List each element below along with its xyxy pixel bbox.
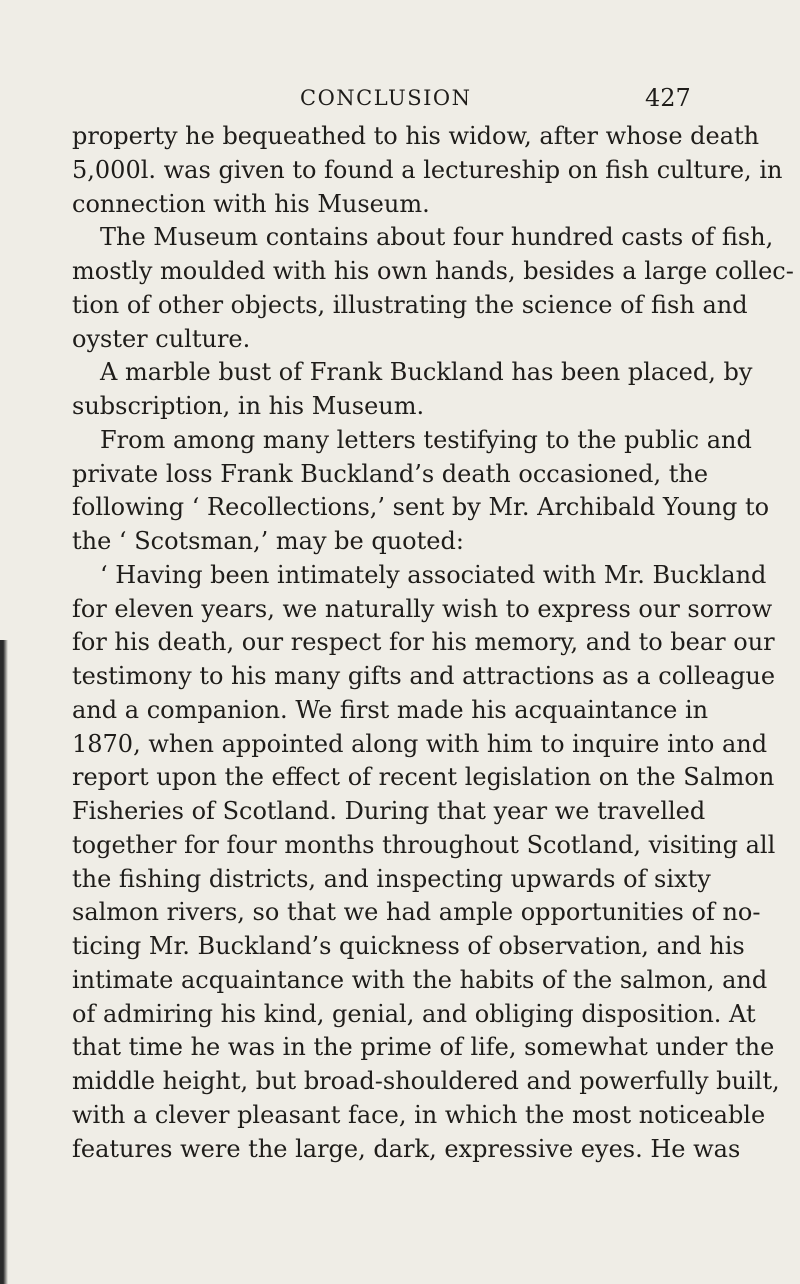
text-line: for eleven years, we naturally wish to express our sorrow (72, 594, 773, 623)
text-line: oyster culture. (72, 324, 251, 353)
text-line: and a companion. We first made his acquaintance in (72, 695, 709, 724)
text-line: features were the large, dark, expressive eyes. He was (72, 1134, 741, 1163)
page-number: 427 (645, 84, 691, 112)
text-line: together for four months throughout Scotland, visiting all (72, 830, 776, 859)
text-line: connection with his Museum. (72, 189, 430, 218)
text-line: the fishing districts, and inspecting upwards of sixty (72, 864, 711, 893)
text-line: of admiring his kind, genial, and obliging disposition. At (72, 999, 756, 1028)
body-text (72, 120, 800, 1166)
text-line: 1870, when appointed along with him to inquire into and (72, 729, 768, 758)
text-line: middle height, but broad-shouldered and powerfully built, (72, 1067, 780, 1095)
text-line: private loss Frank Buckland’s death occasioned, the (72, 459, 709, 488)
text-line: ‘ Having been intimately associated with Mr. Buckland (100, 560, 767, 589)
text-line: From among many letters testifying to the public and (100, 425, 752, 454)
text-line: intimate acquaintance with the habits of the salmon, and (72, 965, 768, 994)
text-line: A marble bust of Frank Buckland has been placed, by (100, 358, 753, 387)
text-line: 5,000l. was given to found a lectureship on fish culture, in (72, 155, 783, 184)
text-line: salmon rivers, so that we had ample opportunities of no- (72, 898, 761, 927)
text-line: testimony to his many gifts and attractions as a colleague (72, 662, 776, 690)
text-line: ticing Mr. Buckland’s quickness of observation, and his (72, 932, 745, 960)
text-line: mostly moulded with his own hands, besides a large collec- (72, 257, 794, 285)
text-line: the ‘ Scotsman,’ may be quoted: (72, 527, 464, 555)
text-line: The Museum contains about four hundred casts of fish, (100, 223, 774, 252)
text-line: Fisheries of Scotland. During that year we travelled (72, 797, 706, 825)
page-edge-shadow (0, 640, 8, 1284)
text-line: for his death, our respect for his memory, and to bear our (72, 628, 775, 657)
text-line: subscription, in his Museum. (72, 392, 425, 420)
text-line: following ‘ Recollections,’ sent by Mr. Archibald Young to (72, 493, 770, 522)
page-header (0, 78, 800, 112)
text-line: tion of other objects, illustrating the science of fish and (72, 290, 748, 319)
text-line: with a clever pleasant face, in which the most noticeable (72, 1100, 766, 1129)
running-head: CONCLUSION (300, 86, 472, 110)
text-line: that time he was in the prime of life, somewhat under the (72, 1033, 775, 1062)
text-line: property he bequeathed to his widow, after whose death (72, 122, 760, 150)
text-line: report upon the effect of recent legislation on the Salmon (72, 763, 775, 792)
